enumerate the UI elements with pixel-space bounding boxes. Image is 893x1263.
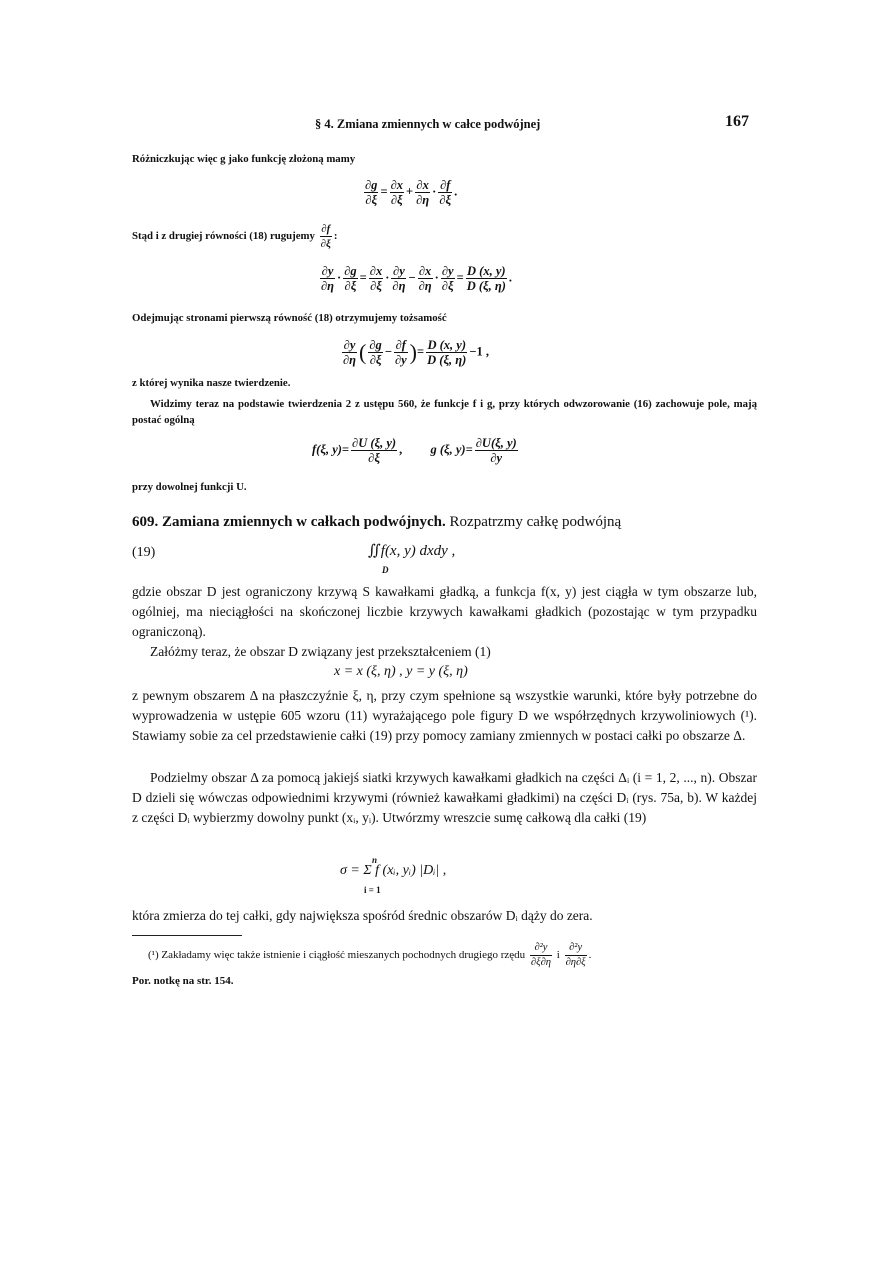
elimination-line: Stąd i z drugiej równości (18) rugujemy $\frac{\partial f}{\partial\xi}$ : <box>132 223 338 250</box>
integral-domain: D <box>382 565 389 575</box>
equation-general-form: f(ξ, y)= $\frac{\partial U (\xi, y)}{\partial\xi}$ , g (ξ, y)= $\frac{\partial U(\xi, y)}{\partial y}$ <box>312 436 517 465</box>
footnote-text: (¹) Zakładamy więc także istnienie i ciągłość mieszanych pochodnych drugiego rzędu <box>148 949 526 962</box>
running-header: § 4. Zmiana zmiennych w całce podwójnej <box>315 117 541 131</box>
footnote: (¹) Zakładamy więc także istnienie i ciągłość mieszanych pochodnych drugiego rzędu $\frac{\text{∂²y}}{\partial\xi\partial\eta}$ i $\frac{\text{∂²y}}{\partial\eta\partial\xi}$ . <box>148 942 592 968</box>
footnote-divider <box>132 935 242 936</box>
section-609-title: 609. Zamiana zmiennych w całkach podwójnych. <box>132 514 446 530</box>
equation-jacobian: $\frac{\partial y}{\partial\eta}$ · $\frac{\partial g}{\partial\xi}$ = $\frac{\partial x}{\partial\xi}$ · $\frac{\partial y}{\partial\eta}$ − $\frac{\partial x}{\partial\eta}$ · $\frac{\partial y}{\partial\xi}$ = $\frac{D (x, y)}{D (\xi, \eta)}$ . <box>321 264 513 293</box>
equation-identity: $\frac{\partial y}{\partial\eta}$ ( $\frac{\partial g}{\partial\xi}$ − $\frac{\partial f}{\partial y}$ )= $\frac{D (x, y)}{D (\xi, \eta)}$ −1 , <box>343 338 489 367</box>
paragraph-partition: Podzielmy obszar Δ za pomocą jakiejś siatki krzywych kawałkami gładkich na części Δᵢ (i = 1, 2, ..., n). Obszar D dzieli się wówczas odpowiednimi krzywymi (również kawałkami gładkimi) na części Dᵢ (rys. 75a, b). W każdej z części Dᵢ wybierzmy dowolny punkt (xᵢ, yᵢ). Utwórzmy wreszcie sumę całkową dla całki (19) <box>132 770 757 825</box>
section-609-heading <box>132 512 621 532</box>
footnote-reference: Por. notkę na str. 154. <box>132 975 234 987</box>
equation-chain-rule: $\frac{\partial g}{\partial\xi}$ = $\frac{\partial x}{\partial\xi}$ + $\frac{\partial x}{\partial\eta}$ · $\frac{\partial f}{\partial\xi}$ . <box>365 178 458 207</box>
subtract-line: Odejmując stronami pierwszą równość (18) otrzymujemy tożsamość <box>132 312 447 324</box>
paragraph-domain: gdzie obszar D jest ograniczony krzywą S kawałkami gładką, a funkcja f(x, y) jest ciągła w tym obszarze lub, ogólniej, ma nieciągłości na skończonej liczbie krzywych kawałkami gładkich (pozostając w tym przypadku ograniczoną). <box>132 584 757 639</box>
sum-upper-limit: n <box>372 855 378 865</box>
integral-sum: σ = Σ f (xᵢ, yᵢ) |Dᵢ| , <box>340 863 447 878</box>
intro-line: Różniczkując więc g jako funkcję złożoną mamy <box>132 153 356 165</box>
equation-label-19: (19) <box>132 545 156 560</box>
section-609-lead: Rozpatrzmy całkę podwójną <box>449 514 622 530</box>
paragraph-conditions: z pewnym obszarem Δ na płaszczyźnie ξ, η, przy czym spełnione są wszystkie warunki, które były potrzebne do wyprowadzenia w ustępie 605 wzoru (11) wyrażającego pole figury D we współrzędnych krzywoliniowych (¹). Stawiamy sobie za cel przedstawienie całki (19) przy pomocy zamiany zmiennych w postaci całki po obszarze Δ. <box>132 688 757 743</box>
paragraph-transform-intro: Załóżmy teraz, że obszar D związany jest przekształceniem (1) <box>150 644 491 659</box>
theorem-paragraph: Widzimy teraz na podstawie twierdzenia 2 z ustępu 560, że funkcje f i g, przy których odwzorowanie (16) zachowuje pole, mają postać ogólną <box>132 398 757 426</box>
paragraph-limit: która zmierza do tej całki, gdy największa spośród średnic obszarów Dᵢ dąży do zera. <box>132 908 593 923</box>
arbitrary-function-line: przy dowolnej funkcji U. <box>132 481 247 493</box>
sum-lower-limit: i = 1 <box>364 885 381 895</box>
page-number: 167 <box>725 113 749 130</box>
follows-line: z której wynika nasze twierdzenie. <box>132 377 291 389</box>
transformation-equations: x = x (ξ, η) , y = y (ξ, η) <box>334 664 468 679</box>
double-integral: ∬f(x, y) dxdy , <box>368 543 456 559</box>
